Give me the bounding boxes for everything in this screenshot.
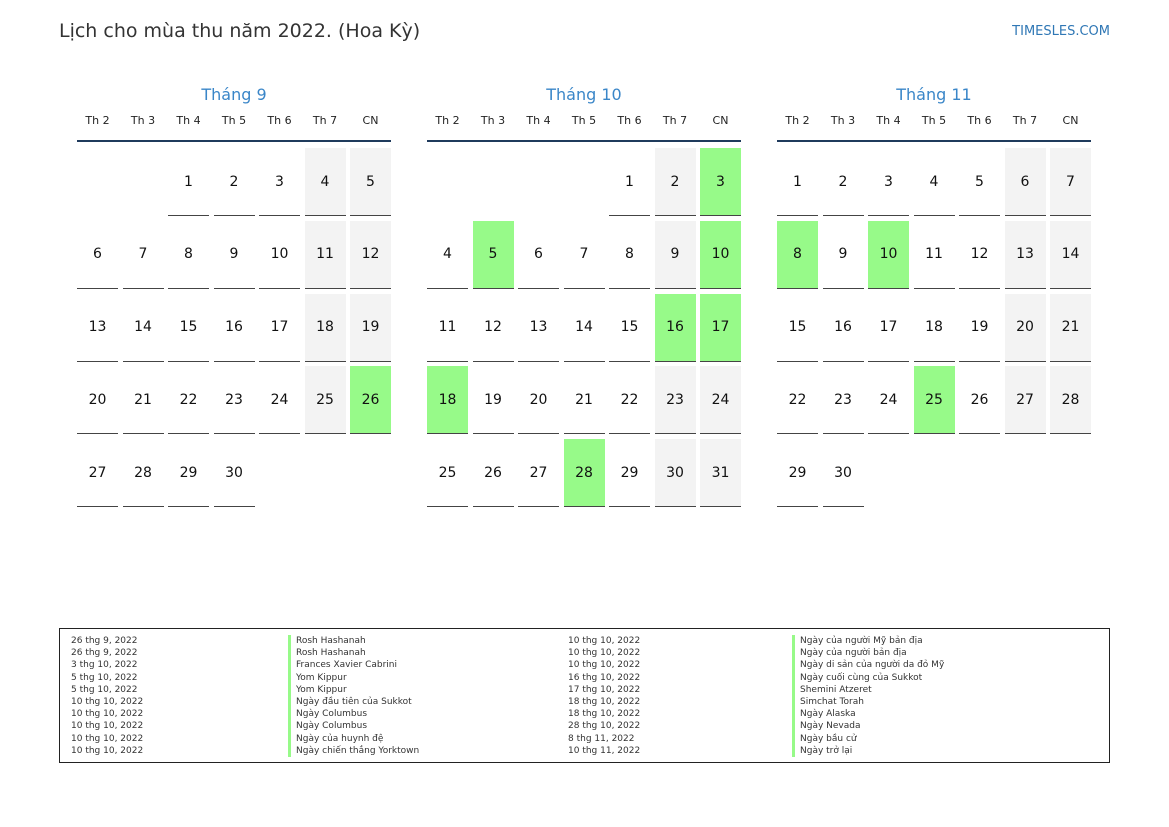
- holiday-name: Ngày của người bản địa: [792, 647, 944, 659]
- holiday-name: Yom Kippur: [288, 684, 419, 696]
- day-cell[interactable]: 7: [564, 221, 605, 289]
- day-cell[interactable]: 5: [350, 148, 391, 216]
- day-cell[interactable]: 20: [1005, 294, 1046, 362]
- weekday-label: Th 3: [480, 114, 506, 127]
- day-cell[interactable]: 23: [655, 366, 696, 434]
- holiday-name: Frances Xavier Cabrini: [288, 659, 419, 671]
- day-cell[interactable]: 24: [700, 366, 741, 434]
- weekday-label: Th 2: [435, 114, 460, 127]
- day-cell[interactable]: 18: [914, 294, 955, 362]
- day-cell[interactable]: 3: [259, 148, 300, 216]
- day-cell[interactable]: 28: [564, 439, 605, 507]
- day-cell[interactable]: 8: [777, 221, 818, 289]
- month-title: Tháng 11: [896, 85, 972, 104]
- holiday-name: Ngày Nevada: [792, 720, 944, 732]
- day-cell[interactable]: 7: [123, 221, 164, 289]
- day-cell[interactable]: 4: [427, 221, 468, 289]
- holiday-panel: [59, 628, 1110, 763]
- day-cell[interactable]: 30: [823, 439, 864, 507]
- weekday-header: [427, 108, 741, 142]
- day-cell[interactable]: 26: [959, 366, 1000, 434]
- day-cell[interactable]: 26: [350, 366, 391, 434]
- day-cell[interactable]: 23: [823, 366, 864, 434]
- holiday-date: 3 thg 10, 2022: [71, 660, 138, 671]
- day-cell[interactable]: 21: [564, 366, 605, 434]
- day-cell[interactable]: 19: [350, 294, 391, 362]
- day-cell[interactable]: 20: [518, 366, 559, 434]
- weekday-label: Th 4: [176, 114, 201, 127]
- day-cell[interactable]: 23: [214, 366, 255, 434]
- weekday-label: Th 6: [617, 114, 642, 127]
- holiday-name: Yom Kippur: [288, 672, 419, 684]
- day-cell[interactable]: 10: [868, 221, 909, 289]
- day-cell[interactable]: 13: [77, 294, 118, 362]
- day-cell[interactable]: 18: [305, 294, 346, 362]
- weekday-label: Th 6: [967, 114, 992, 127]
- day-cell[interactable]: 25: [305, 366, 346, 434]
- weekday-label: Th 2: [85, 114, 110, 127]
- day-cell[interactable]: 15: [168, 294, 209, 362]
- weekday-label: Th 5: [221, 114, 247, 127]
- day-cell[interactable]: 14: [1050, 221, 1091, 289]
- day-cell[interactable]: 16: [823, 294, 864, 362]
- day-cell[interactable]: 15: [777, 294, 818, 362]
- day-cell[interactable]: 30: [655, 439, 696, 507]
- day-cell[interactable]: 7: [1050, 148, 1091, 216]
- holiday-name: Simchat Torah: [792, 696, 944, 708]
- weekday-header: [77, 108, 391, 142]
- holiday-date: 26 thg 9, 2022: [71, 636, 138, 646]
- weekday-label: Th 7: [1012, 114, 1038, 127]
- holiday-date: 10 thg 10, 2022: [71, 721, 144, 732]
- day-cell[interactable]: 2: [655, 148, 696, 216]
- day-cell[interactable]: 21: [123, 366, 164, 434]
- holiday-name: Rosh Hashanah: [288, 635, 419, 647]
- holiday-name: Ngày của huynh đệ: [288, 733, 419, 745]
- month-block: [77, 82, 391, 481]
- holiday-name: Shemini Atzeret: [792, 684, 944, 696]
- day-cell[interactable]: 9: [823, 221, 864, 289]
- day-cell[interactable]: 27: [1005, 366, 1046, 434]
- holiday-name: Ngày bầu cử: [792, 733, 944, 745]
- holiday-date: 5 thg 10, 2022: [71, 672, 138, 683]
- day-cell[interactable]: 30: [214, 439, 255, 507]
- day-cell[interactable]: 6: [1005, 148, 1046, 216]
- holiday-date: 10 thg 10, 2022: [71, 696, 144, 707]
- day-cell[interactable]: 13: [1005, 221, 1046, 289]
- day-cell[interactable]: 8: [609, 221, 650, 289]
- day-cell[interactable]: 4: [305, 148, 346, 216]
- holiday-name: Ngày di sản của người da đỏ Mỹ: [792, 659, 944, 671]
- holiday-date: 10 thg 11, 2022: [568, 745, 641, 756]
- page-title: Lịch cho mùa thu năm 2022. (Hoa Kỳ): [59, 20, 421, 42]
- day-cell[interactable]: 22: [609, 366, 650, 434]
- holiday-date: 18 thg 10, 2022: [568, 696, 641, 707]
- weekday-label: Th 2: [785, 114, 810, 127]
- day-cell[interactable]: 25: [914, 366, 955, 434]
- day-cell[interactable]: 18: [427, 366, 468, 434]
- day-cell[interactable]: 17: [700, 294, 741, 362]
- weekday-label: CN: [362, 114, 379, 127]
- holiday-date: 10 thg 10, 2022: [71, 733, 144, 744]
- site-link[interactable]: TIMESLES.COM: [1012, 24, 1110, 39]
- day-cell[interactable]: 1: [609, 148, 650, 216]
- day-cell[interactable]: 6: [77, 221, 118, 289]
- day-cell[interactable]: 22: [777, 366, 818, 434]
- holiday-date: 10 thg 10, 2022: [568, 660, 641, 671]
- holiday-name: Rosh Hashanah: [288, 647, 419, 659]
- day-cell[interactable]: 24: [259, 366, 300, 434]
- day-cell[interactable]: 9: [214, 221, 255, 289]
- holiday-dates-left: [71, 635, 143, 757]
- day-cell[interactable]: 31: [700, 439, 741, 507]
- holiday-date: 26 thg 9, 2022: [71, 648, 138, 659]
- day-cell[interactable]: 13: [518, 294, 559, 362]
- holiday-date: 8 thg 11, 2022: [568, 733, 635, 744]
- weekday-label: Th 5: [921, 114, 947, 127]
- day-cell[interactable]: 28: [123, 439, 164, 507]
- day-cell[interactable]: 4: [914, 148, 955, 216]
- holiday-names-left: [288, 635, 419, 757]
- day-cell[interactable]: 9: [655, 221, 696, 289]
- holiday-name: Ngày cuối cùng của Sukkot: [792, 672, 944, 684]
- weekday-label: Th 7: [312, 114, 338, 127]
- holiday-name: Ngày trở lại: [792, 745, 944, 757]
- day-cell[interactable]: 1: [168, 148, 209, 216]
- day-cell[interactable]: 12: [959, 221, 1000, 289]
- holiday-date: 10 thg 10, 2022: [71, 709, 144, 720]
- day-cell[interactable]: 29: [168, 439, 209, 507]
- day-cell[interactable]: 29: [609, 439, 650, 507]
- day-cell[interactable]: 12: [350, 221, 391, 289]
- day-cell[interactable]: 21: [1050, 294, 1091, 362]
- day-cell[interactable]: 16: [214, 294, 255, 362]
- month-title: Tháng 10: [546, 85, 622, 104]
- day-cell[interactable]: 6: [518, 221, 559, 289]
- weekday-label: Th 6: [267, 114, 292, 127]
- months-container: [77, 82, 1093, 602]
- day-cell[interactable]: 10: [259, 221, 300, 289]
- day-cell[interactable]: 29: [777, 439, 818, 507]
- weekday-label: Th 7: [662, 114, 688, 127]
- day-cell[interactable]: 11: [305, 221, 346, 289]
- day-cell[interactable]: 14: [564, 294, 605, 362]
- weekday-label: CN: [712, 114, 729, 127]
- day-cell[interactable]: 27: [77, 439, 118, 507]
- weekday-label: Th 4: [526, 114, 551, 127]
- day-cell[interactable]: 14: [123, 294, 164, 362]
- holiday-name: Ngày Columbus: [288, 708, 419, 720]
- day-cell[interactable]: 3: [700, 148, 741, 216]
- holiday-date: 5 thg 10, 2022: [71, 684, 138, 695]
- day-cell[interactable]: 10: [700, 221, 741, 289]
- day-cell[interactable]: 22: [168, 366, 209, 434]
- day-cell[interactable]: 19: [959, 294, 1000, 362]
- day-cell[interactable]: 25: [427, 439, 468, 507]
- day-cell[interactable]: 27: [518, 439, 559, 507]
- day-cell[interactable]: 11: [427, 294, 468, 362]
- day-cell[interactable]: 28: [1050, 366, 1091, 434]
- holiday-name: Ngày Columbus: [288, 720, 419, 732]
- month-block: [777, 82, 1091, 481]
- holiday-date: 18 thg 10, 2022: [568, 709, 641, 720]
- weekday-label: CN: [1062, 114, 1079, 127]
- weekday-header: [777, 108, 1091, 142]
- day-cell[interactable]: 17: [868, 294, 909, 362]
- day-cell[interactable]: 2: [214, 148, 255, 216]
- weekday-label: Th 5: [571, 114, 597, 127]
- holiday-date: 10 thg 10, 2022: [568, 636, 641, 646]
- day-cell[interactable]: 8: [168, 221, 209, 289]
- holiday-name: Ngày của người Mỹ bản địa: [792, 635, 944, 647]
- holiday-date: 16 thg 10, 2022: [568, 672, 641, 683]
- weekday-label: Th 4: [876, 114, 901, 127]
- day-cell[interactable]: 17: [259, 294, 300, 362]
- day-cell[interactable]: 3: [868, 148, 909, 216]
- holiday-names-right: [792, 635, 944, 757]
- day-cell[interactable]: 12: [473, 294, 514, 362]
- day-cell[interactable]: 5: [473, 221, 514, 289]
- weekday-label: Th 3: [830, 114, 856, 127]
- holiday-name: Ngày chiến thắng Yorktown: [288, 745, 419, 757]
- day-cell[interactable]: 19: [473, 366, 514, 434]
- month-title: Tháng 9: [201, 85, 267, 104]
- month-block: [427, 82, 741, 481]
- day-cell[interactable]: 24: [868, 366, 909, 434]
- day-cell[interactable]: 16: [655, 294, 696, 362]
- day-cell[interactable]: 1: [777, 148, 818, 216]
- weekday-label: Th 3: [130, 114, 156, 127]
- holiday-dates-right: [568, 635, 640, 757]
- day-cell[interactable]: 11: [914, 221, 955, 289]
- holiday-date: 10 thg 10, 2022: [71, 745, 144, 756]
- day-cell[interactable]: 5: [959, 148, 1000, 216]
- holiday-date: 28 thg 10, 2022: [568, 721, 641, 732]
- holiday-name: Ngày đầu tiên của Sukkot: [288, 696, 419, 708]
- day-cell[interactable]: 15: [609, 294, 650, 362]
- day-cell[interactable]: 2: [823, 148, 864, 216]
- day-cell[interactable]: 26: [473, 439, 514, 507]
- holiday-date: 17 thg 10, 2022: [568, 684, 641, 695]
- holiday-name: Ngày Alaska: [792, 708, 944, 720]
- holiday-date: 10 thg 10, 2022: [568, 648, 641, 659]
- day-cell[interactable]: 20: [77, 366, 118, 434]
